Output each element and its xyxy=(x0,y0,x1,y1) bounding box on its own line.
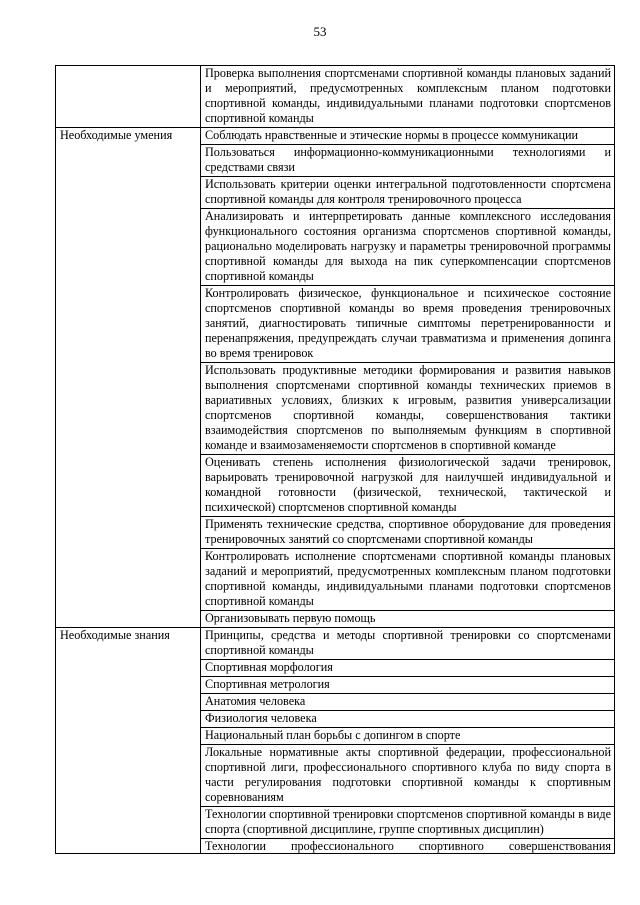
requirement-item: Локальные нормативные акты спортивной федерации, профессиональной спортивной лиги, профессионального спортивного клуба по виду спорта в части регулирования подготовки спортивной команды к спортивным соревнованиям xyxy=(201,745,615,807)
requirement-item: Использовать продуктивные методики формирования и развития навыков выполнения спортсменами спортивной команды технических приемов в вариативных условиях, близких к игровым, развития универсализации спортсменов спортивной команды, совершенствования тактики взаимодействия спортсменов по выполняемым функциям в спортивной команде и взаимозаменяемости спортсменов в спортивной команде xyxy=(201,363,615,455)
table-row xyxy=(56,66,615,128)
requirement-item: Спортивная морфология xyxy=(201,660,615,677)
requirement-item: Контролировать физическое, функциональное и психическое состояние спортсменов спортивной команды во время проведения тренировочных занятий, диагностировать типичные симптомы перетренированности и перенапряжения, предупреждать случаи травматизма и применения допинга во время тренировок xyxy=(201,286,615,363)
requirement-item: Спортивная метрология xyxy=(201,677,615,694)
requirements-table xyxy=(55,65,615,854)
requirement-item: Организовывать первую помощь xyxy=(201,611,615,628)
requirement-item-text: Технологии профессионального спортивного совершенствования xyxy=(205,839,611,853)
section-label xyxy=(56,66,201,128)
requirement-item: Использовать критерии оценки интегральной подготовленности спортсмена спортивной команды для контроля тренировочного процесса xyxy=(201,177,615,209)
section-label: Необходимые умения xyxy=(56,128,201,628)
requirement-item: Проверка выполнения спортсменами спортивной команды плановых заданий и мероприятий, предусмотренных комплексным планом подготовки спортивной команды, индивидуальными планами подготовки спортсменов спортивной команды xyxy=(201,66,615,128)
requirement-item: Контролировать исполнение спортсменами спортивной команды плановых заданий и мероприятий, предусмотренных комплексным планом подготовки спортивной команды, индивидуальными планами подготовки спортсменов спортивной команды xyxy=(201,549,615,611)
requirement-item: Принципы, средства и методы спортивной тренировки со спортсменами спортивной команды xyxy=(201,628,615,660)
page-number: 53 xyxy=(313,24,327,39)
requirement-item: Национальный план борьбы с допингом в спорте xyxy=(201,728,615,745)
requirement-item: Физиология человека xyxy=(201,711,615,728)
table-row xyxy=(56,628,615,660)
requirement-item: Соблюдать нравственные и этические нормы в процессе коммуникации xyxy=(201,128,615,145)
requirement-item: Пользоваться информационно-коммуникационными технологиями и средствами связи xyxy=(201,145,615,177)
section-label: Необходимые знания xyxy=(56,628,201,854)
requirement-item: Применять технические средства, спортивное оборудование для проведения тренировочных занятий со спортсменами спортивной команды xyxy=(201,517,615,549)
requirement-item xyxy=(201,839,615,854)
requirement-item: Технологии спортивной тренировки спортсменов спортивной команды в виде спорта (спортивной дисциплине, группе спортивных дисциплин) xyxy=(201,807,615,839)
table-row xyxy=(56,128,615,145)
requirement-item: Оценивать степень исполнения физиологической задачи тренировок, варьировать тренировочной нагрузкой для наилучшей индивидуальной и командной готовности (физической, технической, тактической и психической) спортсменов спортивной команды xyxy=(201,455,615,517)
requirement-item: Анатомия человека xyxy=(201,694,615,711)
requirement-item: Анализировать и интерпретировать данные комплексного исследования функционального состояния организма спортсменов спортивной команды, рационально моделировать нагрузку и параметры тренировочной программы спортивной команды для выхода на пик суперкомпенсации спортсменов спортивной команды xyxy=(201,209,615,286)
